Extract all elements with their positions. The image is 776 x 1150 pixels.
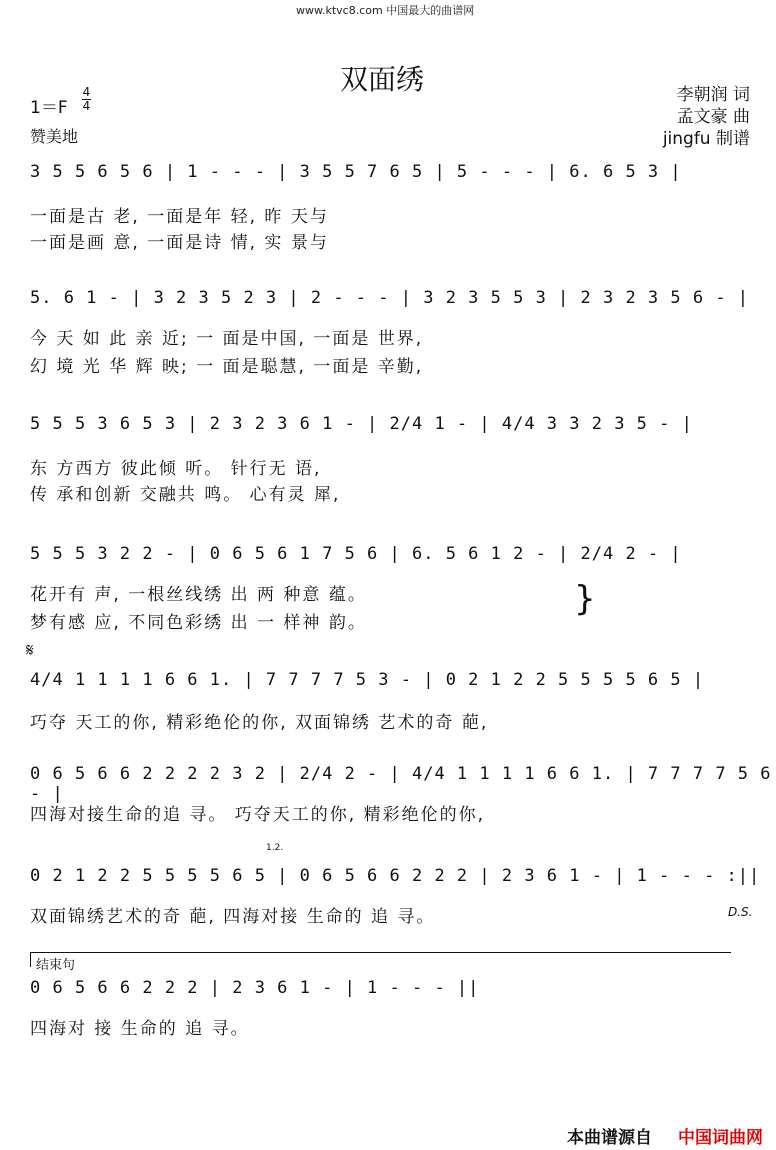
lyric-verse-2: 一面是画 意, 一面是诗 情, 实 景与: [30, 233, 329, 253]
notation-line: 5 5 5 3 2 2 - | 0 6 5 6 1 7 5 6 | 6. 5 6 1 2 - | 2/4 2 - |: [30, 544, 682, 564]
lyric-verse-1: 今 天 如 此 亲 近; 一 面是中国, 一面是 世界,: [30, 329, 424, 349]
lyricist-credit: 李朝润 词: [676, 85, 750, 105]
time-signature: [82, 86, 91, 113]
lyric-verse-1: 花开有 声, 一根丝线绣 出 两 种意 蕴。: [30, 585, 367, 605]
song-title: 双面绣: [340, 63, 425, 96]
lyric-verse-2: 传 承和创新 交融共 鸣。 心有灵 犀,: [30, 485, 341, 505]
notation-line: 0 6 5 6 6 2 2 2 2 3 2 | 2/4 2 - | 4/4 1 1 1 1 6 6 1. | 7 7 7 7 5 6 - |: [30, 764, 772, 804]
arranger-credit: jingfu 制谱: [662, 129, 750, 149]
lyric-verse-2: 梦有感 应, 不同色彩绣 出 一 样神 韵。: [30, 613, 367, 633]
volta-label: 1.2.: [266, 843, 284, 853]
segno-sign: 𝄋: [26, 640, 34, 661]
lyric-ending: 四海对 接 生命的 追 寻。: [30, 1019, 250, 1039]
ending-label: 结束句: [36, 958, 76, 973]
composer-credit: 孟文豪 曲: [676, 107, 750, 127]
verse-brace: }: [574, 579, 596, 619]
time-sig-numerator: 4: [82, 85, 91, 99]
notation-line: 3 5 5 6 5 6 | 1 - - - | 3 5 5 7 6 5 | 5 - - - | 6. 6 5 3 |: [30, 162, 682, 182]
notation-line: 5. 6 1 - | 3 2 3 5 2 3 | 2 - - - | 3 2 3 5 5 3 | 2 3 2 3 5 6 - |: [30, 288, 750, 308]
lyric-chorus: 双面锦绣艺术的奇 葩, 四海对接 生命的 追 寻。: [30, 907, 436, 927]
notation-line: 4/4 1 1 1 1 6 6 1. | 7 7 7 7 5 3 - | 0 2 1 2 2 5 5 5 5 6 5 |: [30, 670, 705, 690]
lyric-chorus: 四海对接生命的追 寻。 巧夺天工的你, 精彩绝伦的你,: [30, 805, 486, 825]
lyric-verse-2: 幻 境 光 华 辉 映; 一 面是聪慧, 一面是 辛勤,: [30, 357, 424, 377]
tempo-style: 赞美地: [30, 127, 79, 146]
notation-line: 5 5 5 3 6 5 3 | 2 3 2 3 6 1 - | 2/4 1 - | 4/4 3 3 2 3 5 - |: [30, 414, 693, 434]
source-label: 本曲谱源自: [567, 1128, 652, 1148]
notation-line: 0 2 1 2 2 5 5 5 5 6 5 | 0 6 5 6 6 2 2 2 | 2 3 6 1 - | 1 - - - :||: [30, 866, 761, 886]
site-url: www.ktvc8.com 中国最大的曲谱网: [296, 4, 475, 17]
notation-line: 0 6 5 6 6 2 2 2 | 2 3 6 1 - | 1 - - - ||: [30, 978, 480, 998]
time-sig-denominator: 4: [82, 99, 91, 113]
lyric-verse-1: 一面是古 老, 一面是年 轻, 昨 天与: [30, 207, 329, 227]
source-site-link[interactable]: 中国词曲网: [678, 1128, 763, 1148]
ending-bracket: [30, 952, 731, 967]
key-signature: 1＝F: [30, 98, 68, 118]
lyric-verse-1: 东 方西方 彼此倾 听。 针行无 语,: [30, 459, 322, 479]
ds-mark: D.S.: [728, 905, 753, 919]
lyric-chorus: 巧夺 天工的你, 精彩绝伦的你, 双面锦绣 艺术的奇 葩,: [30, 713, 489, 733]
